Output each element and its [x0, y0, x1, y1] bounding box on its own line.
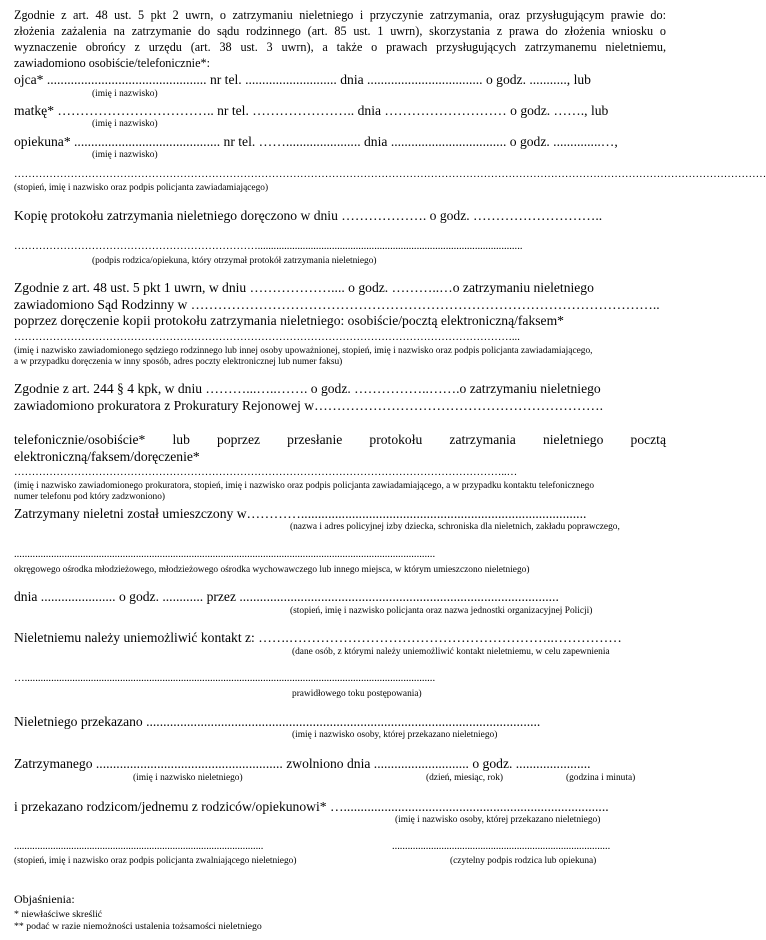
contact-continuation-line[interactable]: …...........................................................................................................................................................: [14, 673, 436, 684]
notifying-officer-caption: (stopień, imię i nazwisko oraz podpis policjanta zawiadamiającego): [14, 183, 269, 193]
prosecutor-caption-2: numer telefonu pod który zadzwoniono): [14, 492, 165, 502]
prosecutor-delivery-method: telefonicznie/osobiście* lub poprzez przesłanie protokołu zatrzymania nieletniego pocztą: [14, 432, 666, 447]
court-date-field[interactable]: Zgodnie z art. 48 ust. 5 pkt 1 uwrn, w dniu ……………….... o godz. ………..…o zatrzymaniu nieletniego: [14, 280, 594, 295]
parent-signature-caption: (podpis rodzica/opiekuna, który otrzymał protokół zatrzymania nieletniego): [92, 256, 377, 266]
parent-final-signature-line[interactable]: ....................................................................................: [392, 841, 611, 852]
prosecutor-office-field[interactable]: zawiadomiono prokuratora z Prokuratury Rejonowej w……………………………………………………….: [14, 398, 603, 413]
note-1: * niewłaściwe skreślić: [14, 909, 103, 920]
notes-heading: Objaśnienia:: [14, 892, 75, 906]
placement-caption-3: (stopień, imię i nazwisko policjanta oraz nazwa jednostki organizacyjnej Policji): [290, 606, 593, 616]
court-delivery-method: poprzez doręczenie kopii protokołu zatrzymania nieletniego: osobiście/pocztą elektroniczną/faksem*: [14, 313, 564, 328]
guardian-field[interactable]: opiekuna* ........................................... nr tel. ……...................... dnia .................................. o godz. ..............…,: [14, 134, 618, 149]
placement-field[interactable]: Zatrzymany nieletni został umieszczony w…………....................................................................................: [14, 506, 587, 521]
protocol-copy-field[interactable]: Kopię protokołu zatrzymania nieletniego doręczono w dniu ………………. o godz. ………………………..: [14, 208, 603, 223]
family-court-field[interactable]: zawiadomiono Sąd Rodzinny w …………………………………………………………………………………………..: [14, 297, 660, 312]
guardian-caption: (imię i nazwisko): [92, 150, 158, 160]
intro-line-2: złożenia zażalenia na zatrzymanie do sądu rodzinnego (art. 85 ust. 1 uwrn), skorzystania z prawa do złożenia wniosku o: [14, 24, 666, 38]
prosecutor-caption-1: (imię i nazwisko zawiadomionego prokuratora, stopień, imię i nazwisko oraz podpis policjanta zawiadamiającego, a w przypadku kontaktu telefonicznego: [14, 481, 595, 491]
prosecutor-signature-line[interactable]: …………………………………………………………………………………………………………………………..…: [14, 467, 518, 478]
releasing-officer-signature-line[interactable]: ................................................................................................: [14, 841, 264, 852]
release-name-caption: (imię i nazwisko nieletniego): [133, 773, 243, 783]
prosecutor-delivery-method-2: elektroniczną/faksem/doręczenie*: [14, 449, 200, 464]
contact-caption-2: prawidłowego toku postępowania): [292, 689, 422, 699]
notifying-officer-signature-line[interactable]: ……………………………………………………………………………………………………………………………………………………………………………………………: [14, 169, 766, 180]
placement-caption-2: okręgowego ośrodka młodzieżowego, młodzieżowego ośrodka wychowawczego lub innego miejsca, w którym umieszczono nieletniego): [14, 565, 530, 575]
handover-field[interactable]: Nieletniego przekazano ....................................................................................................................: [14, 714, 541, 729]
parents-handover-caption: (imię i nazwisko osoby, której przekazano nieletniego): [395, 815, 601, 825]
parent-signature-line[interactable]: ……………………………………………………………....................................................................................................: [14, 241, 523, 252]
intro-line-1: Zgodnie z art. 48 ust. 5 pkt 2 uwrn, o zatrzymaniu nieletniego i przyczynie zatrzymania, oraz przysługującym prawie do:: [14, 8, 666, 22]
intro-line-4: zawiadomiono osobiście/telefonicznie*:: [14, 56, 210, 70]
release-time-caption: (godzina i minuta): [566, 773, 636, 783]
mother-field[interactable]: matkę* …………………………….. nr tel. ………………….. dnia ……………………… o godz. ……., lub: [14, 103, 609, 118]
court-signature-line[interactable]: ……………………………………………………………………………………………………………………………...: [14, 332, 520, 343]
court-caption-2: a w przypadku doręczenia w inny sposób, adres poczty elektronicznej lub numer faksu): [14, 357, 343, 367]
prosecutor-date-field[interactable]: Zgodnie z art. 244 § 4 kpk, w dniu ………...…..……. o godz. ……………..…….o zatrzymaniu nieletniego: [14, 381, 601, 396]
handover-caption: (imię i nazwisko osoby, której przekazano nieletniego): [292, 730, 498, 740]
release-date-caption: (dzień, miesiąc, rok): [426, 773, 504, 783]
placement-continuation-line[interactable]: ...............................................................................................................................................................: [14, 549, 436, 560]
placement-by-field[interactable]: dnia ...................... o godz. ............ przez ..............................................................................................: [14, 589, 559, 604]
mother-caption: (imię i nazwisko): [92, 119, 158, 129]
contact-caption-1: (dane osób, z którymi należy uniemożliwić kontakt nieletniemu, w celu zapewnienia: [292, 647, 610, 657]
note-2: ** podać w razie niemożności ustalenia tożsamości nieletniego: [14, 921, 262, 932]
release-field[interactable]: Zatrzymanego ....................................................... zwolniono dnia ............................ o godz. ......................: [14, 756, 591, 771]
contact-restriction-field[interactable]: Nieletniemu należy uniemożliwić kontakt z: …….…………………………………………………..……………: [14, 630, 622, 645]
parent-final-caption: (czytelny podpis rodzica lub opiekuna): [450, 856, 597, 866]
court-caption-1: (imię i nazwisko zawiadomionego sędziego rodzinnego lub innej osoby upoważnionej, stopień, imię i nazwisko oraz podpis policjanta zawiadamiającego,: [14, 346, 593, 356]
placement-caption-1: (nazwa i adres policyjnej izby dziecka, schroniska dla nieletnich, zakładu poprawczego,: [290, 522, 620, 532]
intro-line-3: wyznaczenie obrońcy z urzędu (art. 38 ust. 3 uwrn), a także o prawach przysługujących zatrzymanemu nieletniemu,: [14, 40, 666, 54]
father-field[interactable]: ojca* ............................................... nr tel. ........................... dnia .................................. o godz. ..........., lub: [14, 72, 591, 87]
father-caption: (imię i nazwisko): [92, 89, 158, 99]
parents-handover-field[interactable]: i przekazano rodzicom/jednemu z rodziców/opiekunowi* …..............................................................................: [14, 799, 609, 814]
releasing-officer-caption: (stopień, imię i nazwisko oraz podpis policjanta zwalniającego nieletniego): [14, 856, 297, 866]
